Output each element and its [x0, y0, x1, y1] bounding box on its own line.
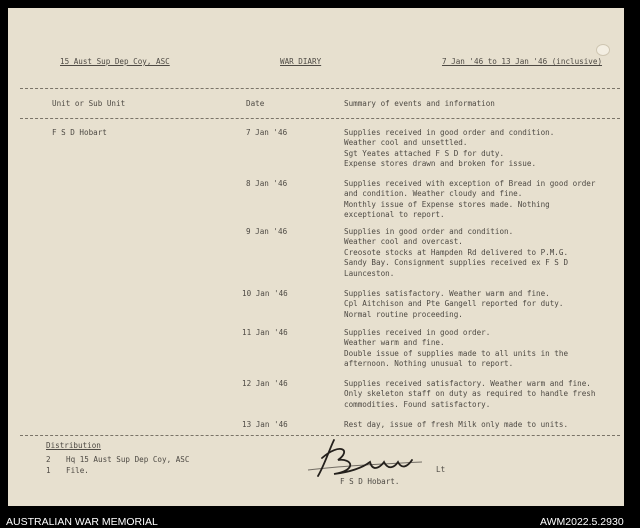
entry-date: 8 Jan '46 — [246, 179, 288, 188]
entry-text — [344, 228, 568, 280]
distribution-qty: 1 — [46, 466, 51, 475]
entry-line: and condition. Weather cloudy and fine. — [344, 189, 523, 199]
entry-line: Supplies satisfactory. Weather warm and fine. — [344, 289, 550, 298]
entry-date: 13 Jan '46 — [242, 420, 288, 429]
entry-line: Sandy Bay. Consignment supplies received ex F S D — [344, 258, 569, 268]
entry-line: Creosote stocks at Hampden Rd delivered to P.M.G. — [344, 247, 569, 257]
sub-unit: F S D Hobart — [52, 128, 107, 137]
column-unit: Unit or Sub Unit — [52, 99, 126, 108]
handwritten-signature — [300, 436, 430, 480]
entry-text — [344, 129, 554, 171]
signature-unit: F S D Hobart. — [340, 477, 400, 486]
entry-line: Expense stores drawn and broken for issue. — [344, 159, 537, 169]
entry-line: Only skeleton staff on duty as required to handle fresh — [344, 389, 596, 399]
column-summary: Summary of events and information — [344, 99, 495, 108]
entry-text — [344, 290, 563, 321]
entry-line: Supplies received in good order. — [344, 328, 491, 337]
header-title: WAR DIARY — [280, 57, 322, 66]
entry-text — [344, 180, 595, 222]
entry-line: Weather cool and overcast. — [344, 237, 463, 247]
entry-text — [344, 421, 568, 431]
entry-line: Weather cool and unsettled. — [344, 138, 468, 148]
entry-line: Monthly issue of Expense stores made. Nothing — [344, 199, 550, 209]
entry-text — [344, 329, 568, 371]
entry-line: Rest day, issue of fresh Milk only made to units. — [344, 420, 569, 429]
entry-line: Launceston. — [344, 268, 395, 278]
distribution-item: Hq 15 Aust Sup Dep Coy, ASC — [66, 455, 190, 464]
distribution-item: File. — [66, 466, 89, 475]
punch-hole — [596, 44, 610, 56]
archive-name: AUSTRALIAN WAR MEMORIAL — [6, 516, 158, 528]
entry-date: 10 Jan '46 — [242, 289, 288, 298]
archive-reference: AWM2022.5.2930 — [540, 516, 624, 528]
entry-line: Normal routine proceeding. — [344, 309, 463, 319]
entry-date: 7 Jan '46 — [246, 128, 288, 137]
entry-line: exceptional to report. — [344, 210, 445, 220]
entry-text — [344, 380, 595, 411]
entry-line: Supplies received with exception of Bread in good order — [344, 179, 596, 188]
signature-rank: Lt — [436, 465, 446, 474]
header-divider — [20, 88, 620, 89]
entry-line: Double issue of supplies made to all units in the — [344, 348, 569, 358]
entry-line: Supplies in good order and condition. — [344, 227, 514, 236]
entry-line: Sgt Yeates attached F S D for duty. — [344, 148, 505, 158]
column-divider — [20, 118, 620, 119]
entry-line: afternoon. Nothing unusual to report. — [344, 359, 514, 369]
diary-page — [8, 8, 624, 506]
header-unit: 15 Aust Sup Dep Coy, ASC — [60, 57, 170, 66]
distribution-qty: 2 — [46, 455, 51, 464]
entry-line: Weather warm and fine. — [344, 338, 445, 348]
entry-date: 12 Jan '46 — [242, 379, 288, 388]
distribution-title: Distribution — [46, 441, 101, 450]
entry-line: Supplies received satisfactory. Weather warm and fine. — [344, 379, 591, 388]
entry-line: Cpl Aitchison and Pte Gangell reported for duty. — [344, 299, 564, 309]
header-period: 7 Jan '46 to 13 Jan '46 (inclusive) — [442, 57, 603, 66]
column-date: Date — [246, 99, 265, 108]
entry-line: Supplies received in good order and condition. — [344, 128, 555, 137]
entry-date: 9 Jan '46 — [246, 227, 288, 236]
archive-footer — [0, 506, 640, 528]
entry-line: commodities. Found satisfactory. — [344, 399, 491, 409]
entry-date: 11 Jan '46 — [242, 328, 288, 337]
